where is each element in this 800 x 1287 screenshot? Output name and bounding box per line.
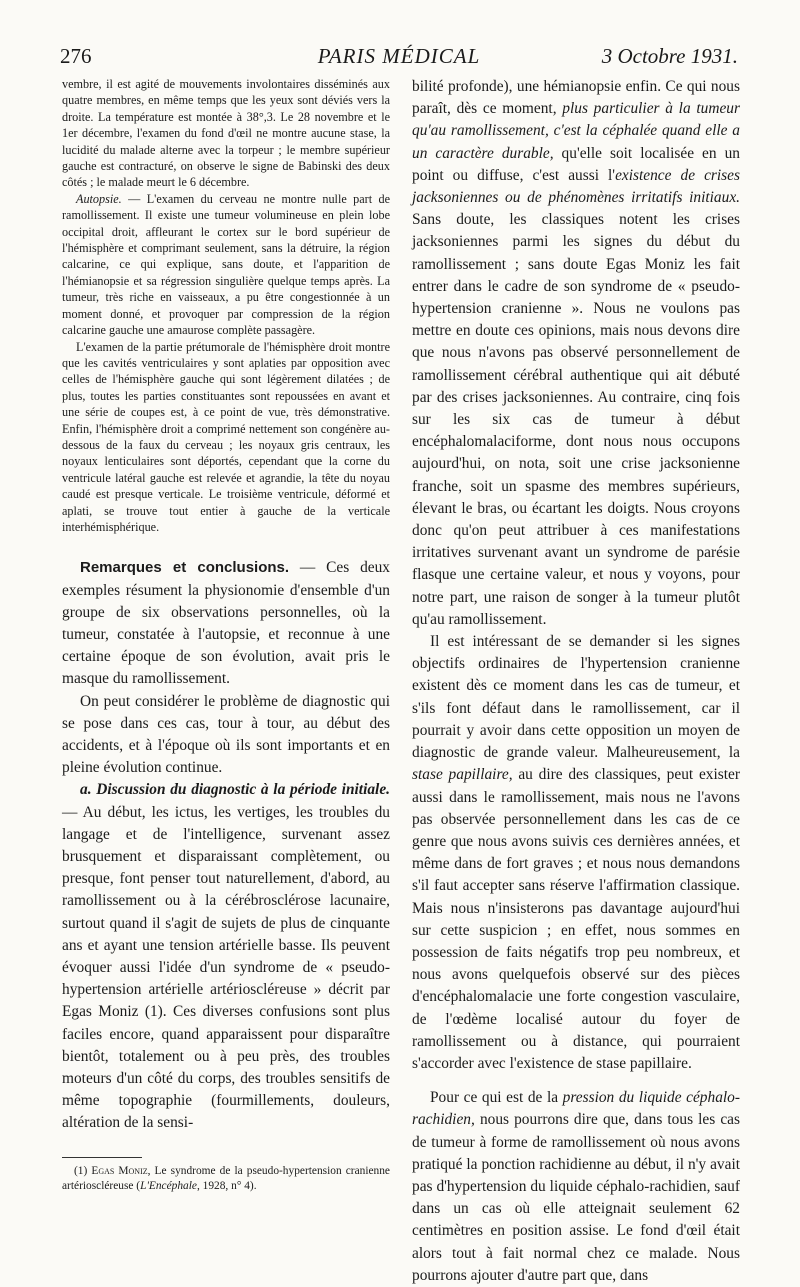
page-header bbox=[60, 44, 738, 74]
footnote-journal: L'Encéphale bbox=[140, 1179, 197, 1192]
footnote-author: Egas Moniz, bbox=[91, 1164, 151, 1177]
remarques-text: — Ces deux exemples résument la physionomie d'ensemble d'un groupe de six observations personnelles, où la tumeur, constatée à l'autopsie, et reconnue à une certaine époque de son évolution, avait pris le masque du ramollissement. bbox=[62, 559, 390, 688]
remarques-paragraph bbox=[62, 557, 390, 690]
footnote: (1) Egas Moniz, Le syndrome de la pseudo-hypertension cranienne artérioscléreuse (L'Encéphale, 1928, n° 4). bbox=[62, 1164, 390, 1192]
conclusions-text bbox=[62, 557, 390, 1134]
discussion-subheading: a. Discussion du diagnostic à la période initiale. bbox=[80, 781, 390, 799]
discussion-text: — Au début, les ictus, les vertiges, les troubles du langage et de l'intelligence, survenant assez brusquement et disparaissant complètement, ou presque, font penser tout naturellement, d'abord, au ramollissement ou à la cérébrosclérose lacunaire, surtout quand il s'agit de sujets de plus de cinquante ans et ayant une tension artérielle basse. Ils peuvent évoquer aussi l'idée d'un syndrome de « pseudo-hypertension artérielle artérioscléreuse » décrit par Egas Moniz (1). Ces diverses confusions sont plus faciles encore, quand apparaissent pour disparaître bientôt, totalement ou à peu près, des troubles moteurs d'un côté du corps, des troubles sensitifs de même topographie (fourmillements, douleurs, altération de la sensi- bbox=[62, 803, 390, 1132]
remarques-heading: Remarques et conclusions. bbox=[80, 559, 290, 577]
stase-paragraph: Il est intéressant de se demander si les signes objectifs ordinaires de l'hypertension cranienne existent dès ce moment dans les cas de tumeur, et s'ils font défaut dans le ramollissement, car il pourrait y avoir dans cette opposition un moyen de diagnostic de grande valeur. Malheureusement, la stase papillaire, au dire des classiques, peut exister aussi dans le ramollissement, mais nous ne l'avons pas observée personnellement dans les cas de ce genre que nous avons suivis ces dernières années, et même dans de fort graves ; et nous nous demandons s'il faut accepter sans réserve l'affirmation classique. Mais nous n'insisterons pas davantage aujourd'hui sur cette suspicion ; en effet, nous sommes en possession de faits négatifs trop peu nombreux, et nous avons quelquefois observé sur des pièces d'encéphalomalacie une forte congestion vasculaire, de l'œdème localisé autour du foyer de ramollissement ou à distance, qui pourraient s'accorder avec l'existence de stase papillaire. bbox=[412, 633, 740, 1072]
observation-paragraph: vembre, il est agité de mouvements involontaires disséminés aux quatre membres, en même temps que les yeux sont déviés vers la droite. La température est montée à 38°,3. Le 28 novembre et le 1er décembre, l'examen du fond d'œil ne montre aucune stase, la lucidité du malade alterne avec la torpeur ; le membre supérieur gauche est contracturé, on observe le signe de Babinski des deux côtés ; le malade meurt le 6 décembre. bbox=[62, 77, 390, 190]
right-column bbox=[412, 76, 740, 1287]
pression-paragraph: Pour ce qui est de la pression du liquide céphalo-rachidien, nous pourrons dire que, dans tous les cas de tumeur à forme de ramollissement où nous avons pratiqué la ponction rachidienne au début, il n'y avait pas d'hypertension du liquide céphalo-rachidien, sauf dans un cas où elle atteignait seulement 62 centimètres en position assise. Le fond d'œil était alors tout à fait normal chez ce malade. Nous pourrons ajouter d'autre part que, dans bbox=[412, 1089, 740, 1284]
emphasis-pression: pression du liquide céphalo-rachidien, bbox=[412, 1089, 740, 1129]
observation-text bbox=[62, 76, 390, 535]
discussion-paragraph bbox=[62, 779, 390, 1134]
footnote-rule bbox=[62, 1157, 142, 1158]
left-column bbox=[62, 76, 390, 1194]
emphasis-crises: existence de crises jacksoniennes ou de phénomènes irritatifs initiaux. bbox=[412, 166, 740, 207]
autopsie-text: — L'examen du cerveau ne montre nulle part de ramollissement. Il existe une tumeur volumineuse en plein lobe occipital droit, affleurant le cortex sur le bord supérieur de l'hémisphère et comprimant seulement, sans la détruire, la région calcarine, ce qui explique, sans doute, et l'apparition de l'hémianopsie et sa régression singulière quelque temps après. La tumeur, très riche en vaisseaux, a pu être congestionnée à un moment donné, et provoquer par compression de la région calcarine gauche une amaurose complète passagère. bbox=[62, 191, 390, 338]
page-number: 276 bbox=[60, 44, 92, 68]
journal-title: PARIS MÉDICAL bbox=[317, 44, 481, 68]
exam-paragraph: L'examen de la partie prétumorale de l'hémisphère droit montre que les cavités ventriculaires y sont aplaties par opposition avec celles de l'hémisphère gauche qui sont légèrement dilatées ; de plus, toutes les parties constituantes sont repoussées en avant et une série de coupes est, à ce point de vue, très démonstrative. Enfin, l'hémisphère droit a comprimé nettement son congénère au-dessous de la faux du cerveau ; les noyaux gris centraux, les noyaux lenticulaires sont déportés, cependant que la corne du ventricule latéral gauche est relevée et agrandie, la tête du noyau caudé est presque verticale. Le troisième ventricule, déformé et aplati, se trouve tout entier à gauche de la verticale interhémisphérique. bbox=[62, 339, 390, 534]
autopsie-paragraph bbox=[62, 191, 390, 339]
issue-date: 3 Octobre 1931. bbox=[601, 44, 738, 68]
emphasis-tumeur: plus particulier à la tumeur qu'au ramollissement, c'est la céphalée quand elle a un caractère durable, bbox=[412, 100, 740, 162]
problem-paragraph: On peut considérer le problème de diagnostic qui se pose dans ces cas, tour à tour, au début des accidents, et à l'époque où ils sont importants et en pleine évolution continue. bbox=[62, 692, 390, 777]
autopsie-label: Autopsie. bbox=[76, 191, 122, 206]
emphasis-stase: stase papillaire, bbox=[412, 766, 513, 784]
cephalee-paragraph: bilité profonde), une hémianopsie enfin. Ce qui nous paraît, dès ce moment, plus particulier à la tumeur qu'au ramollissement, c'est la céphalée quand elle a un caractère durable, qu'elle soit localisée en un point ou diffuse, c'est aussi l'existence de crises jacksoniennes ou de phénomènes irritatifs initiaux. Sans doute, les classiques notent les crises jacksoniennes parmi les signes du début du ramollissement ; sans doute Egas Moniz les fait entrer dans le cadre de son syndrome de « pseudo-hypertension cranienne ». Nous ne voulons pas mettre en doute ces opinions, mais nous devons dire que nous n'avons pas observé personnellement de ramollissement cérébral authentique qui ait débuté par des crises jacksoniennes. Au contraire, cinq fois sur les six cas de tumeur à début encéphalomalaciforme, dont nous nous occupons aujourd'hui, on nota, soit une crise jacksonienne franche, soit un spasme des membres supérieurs, élevant le bras, ou écartant les doigts. Nous croyons donc qu'on peut attribuer à ces manifestations irritatives survenant avant un syndrome de parésie flasque une certaine valeur, et nous y voyons, pour notre part, une raison de songer à la tumeur plutôt qu'au ramollissement. bbox=[412, 78, 740, 628]
